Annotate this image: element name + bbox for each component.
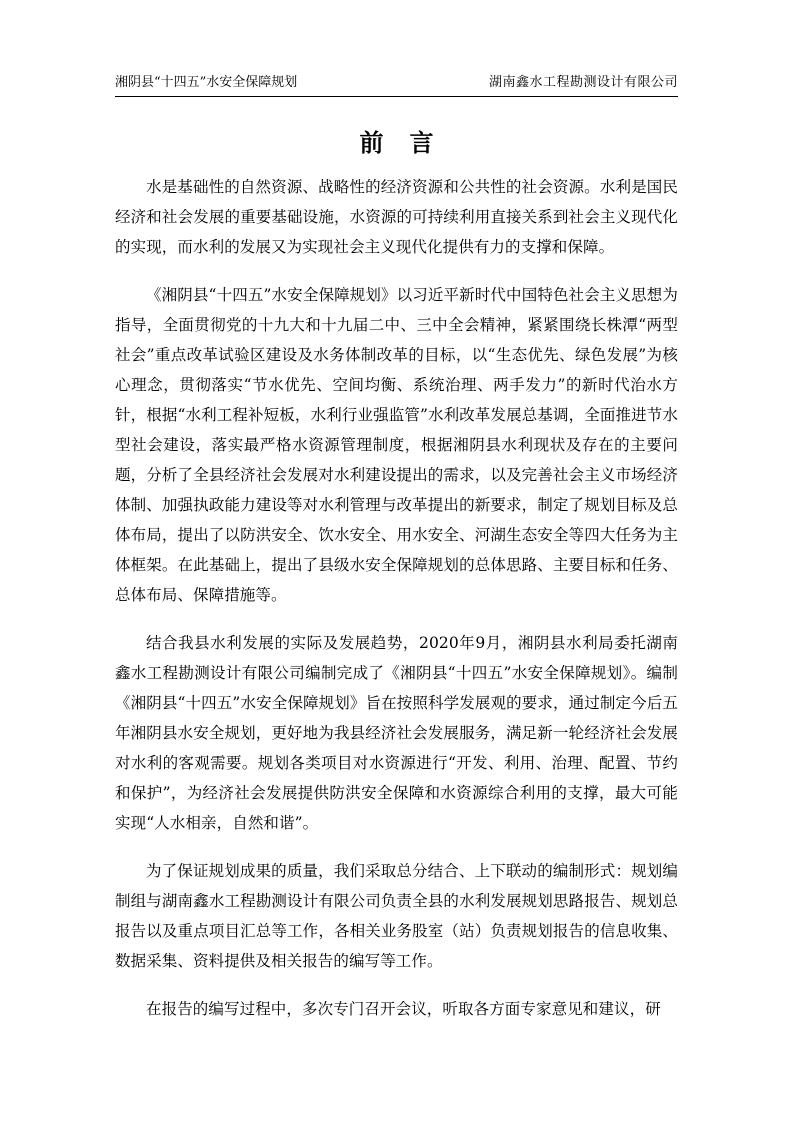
header-company-name: 湖南鑫水工程勘测设计有限公司	[488, 75, 678, 90]
paragraph: 《湘阴县“十四五”水安全保障规划》以习近平新时代中国特色社会主义思想为指导，全面贯彻党的十九大和十九届二中、三中全会精神，紧紧围绕长株潭“两型社会”重点改革试验区建设及水务体制改革的目标，以“生态优先、绿色发展”为核心理念，贯彻落实“节水优先、空间均衡、系统治理、两手发力”的新时代治水方针，根据“水利工程补短板，水利行业强监管”水利改革发展总基调，全面推进节水型社会建设，落实最严格水资源管理制度，根据湘阴县水利现状及存在的主要问题，分析了全县经济社会发展对水利建设提出的需求，以及完善社会主义市场经济体制、加强执政能力建设等对水利管理与改革提出的新要求，制定了规划目标及总体布局，提出了以防洪安全、饮水安全、用水安全、河湖生态安全等四大任务为主体框架。在此基础上，提出了县级水安全保障规划的总体思路、主要目标和任务、总体布局、保障措施等。	[115, 286, 678, 604]
paragraph: 水是基础性的自然资源、战略性的经济资源和公共性的社会资源。水利是国民经济和社会发展的重要基础设施，水资源的可持续利用直接关系到社会主义现代化的实现，而水利的发展又为实现社会主义现代化提供有力的支撑和保障。	[115, 178, 678, 256]
section-title: 前言	[359, 128, 460, 157]
header-document-title: 湘阴县“十四五”水安全保障规划	[115, 75, 298, 90]
paragraph: 为了保证规划成果的质量，我们采取总分结合、上下联动的编制形式：规划编制组与湖南鑫水工程勘测设计有限公司负责全县的水利发展规划思路报告、规划总报告以及重点项目汇总等工作，各相关业务股室（站）负责规划报告的信息收集、数据采集、资料提供及相关报告的编写等工作。	[115, 862, 678, 970]
paragraph: 在报告的编写过程中，多次专门召开会议，听取各方面专家意见和建议，研	[146, 1000, 661, 1018]
body-text	[115, 172, 678, 1042]
page-header	[115, 72, 678, 97]
paragraph: 结合我县水利发展的实际及发展趋势，2020年9月，湘阴县水利局委托湖南鑫水工程勘测设计有限公司编制完成了《湘阴县“十四五”水安全保障规划》。编制《湘阴县“十四五”水安全保障规划》旨在按照科学发展观的要求，通过制定今后五年湘阴县水安全规划，更好地为我县经济社会发展服务，满足新一轮经济社会发展对水利的客观需要。规划各类项目对水资源进行“开发、利用、治理、配置、节约和保护”，为经济社会发展提供防洪安全保障和水资源综合利用的支撑，最大可能实现“人水相亲，自然和谐”。	[115, 634, 678, 832]
